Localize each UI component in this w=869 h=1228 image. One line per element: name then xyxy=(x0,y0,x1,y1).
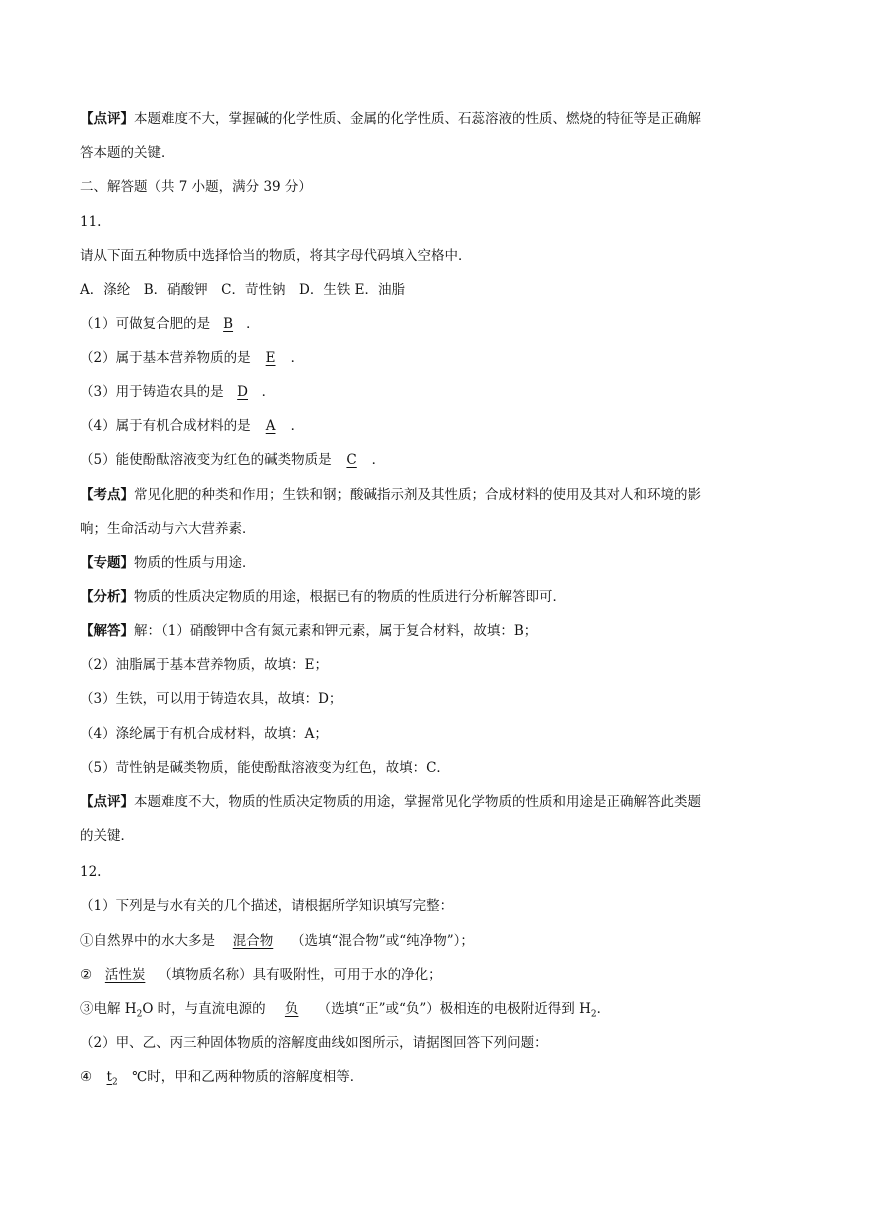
section-title: 二、解答题（共 7 小题，满分 39 分） xyxy=(80,179,312,195)
item-end: （填物质名称）具有吸附性，可用于水的净化； xyxy=(158,967,442,983)
q12-item-1 xyxy=(80,931,790,951)
q12-item-3 xyxy=(80,999,790,1019)
q12-part-2: （2）甲、乙、丙三种固体物质的溶解度曲线如图所示，请据图回答下列问题： xyxy=(80,1035,548,1051)
item-prompt: （4）属于有机合成材料的是 xyxy=(80,418,251,434)
dianping-text: 本题难度不大，物质的性质决定物质的用途，掌握常见化学物质的性质和用途是正确解答此类题 xyxy=(134,794,701,810)
q11-item-3 xyxy=(80,382,790,402)
review-text: 本题难度不大，掌握碱的化学性质、金属的化学性质、石蕊溶液的性质、燃烧的特征等是正确解 xyxy=(134,111,701,127)
q11-jieda-line-5: （5）苛性钠是碱类物质，能使酚酞溶液变为红色，故填：C． xyxy=(80,760,450,776)
kaodian-text: 常见化肥的种类和作用；生铁和钢；酸碱指示剂及其性质；合成材料的使用及其对人和环境的影 xyxy=(134,487,701,503)
answer-blank: E xyxy=(265,350,276,366)
item-period: ． xyxy=(596,1001,611,1017)
q12-item-2 xyxy=(80,965,790,985)
answer-blank xyxy=(92,1067,132,1087)
answer-text: t xyxy=(106,1069,112,1085)
item-prompt-cont: O 时，与直流电源的 xyxy=(142,1001,266,1017)
review-line-1 xyxy=(80,109,790,129)
answer-blank: 混合物 xyxy=(232,933,274,949)
dianping-tag: 【点评】 xyxy=(80,794,134,810)
subscript: 2 xyxy=(136,1009,143,1020)
zhuanti-text: 物质的性质与用途． xyxy=(134,555,256,571)
subscript: 2 xyxy=(111,1077,118,1088)
item-end: ． xyxy=(261,384,276,400)
q11-intro: 请从下面五种物质中选择恰当的物质，将其字母代码填入空格中． xyxy=(80,248,472,264)
item-end: ． xyxy=(290,418,305,434)
q12-item-4 xyxy=(80,1067,790,1087)
item-end: ． xyxy=(290,350,305,366)
q11-zhuanti xyxy=(80,553,790,573)
q11-item-1 xyxy=(80,314,790,334)
item-prompt: ①自然界中的水大多是 xyxy=(80,933,215,949)
answer-blank: 负 xyxy=(284,1001,299,1017)
zhuanti-tag: 【专题】 xyxy=(80,555,134,571)
item-prompt: （3）用于铸造农具的是 xyxy=(80,384,224,400)
kaodian-tag: 【考点】 xyxy=(80,487,134,503)
q11-jieda-line-1 xyxy=(80,621,790,641)
q11-item-2 xyxy=(80,348,790,368)
answer-blank: 活性炭 xyxy=(104,967,146,983)
q11-jieda-line-2: （2）油脂属于基本营养物质，故填：E； xyxy=(80,657,328,673)
q11-dianping-line-2: 的关键． xyxy=(80,828,134,844)
answer-blank: A xyxy=(265,418,276,434)
item-prompt: （2）属于基本营养物质的是 xyxy=(80,350,251,366)
jieda-tag: 【解答】 xyxy=(80,623,134,639)
fenxi-text: 物质的性质决定物质的用途，根据已有的物质的性质进行分析解答即可． xyxy=(134,589,566,605)
item-end: ． xyxy=(371,452,386,468)
question-number-12: 12. xyxy=(80,864,102,880)
item-end: ℃时，甲和乙两种物质的溶解度相等． xyxy=(132,1069,364,1085)
item-end: （选填“混合物”或“纯净物”）； xyxy=(291,933,474,949)
q11-jieda-line-4: （4）涤纶属于有机合成材料，故填：A； xyxy=(80,726,328,742)
item-end: （选填“正”或“负”）极相连的电极附近得到 H xyxy=(317,1001,591,1017)
answer-blank: D xyxy=(237,384,248,400)
item-end: ． xyxy=(246,316,260,332)
item-prompt: ③电解 H xyxy=(80,1001,137,1017)
review-text-cont: 答本题的关键． xyxy=(80,145,175,161)
answer-blank: B xyxy=(223,316,234,332)
item-prompt: （1）可做复合肥的是 xyxy=(80,316,211,332)
review-tag: 【点评】 xyxy=(80,111,134,127)
question-number-11: 11. xyxy=(80,214,102,230)
answer-blank: C xyxy=(346,452,357,468)
q12-part-1: （1）下列是与水有关的几个描述，请根据所学知识填写完整： xyxy=(80,898,454,914)
item-prompt: ④ xyxy=(80,1069,93,1085)
q11-jieda-line-3: （3）生铁，可以用于铸造农具，故填：D； xyxy=(80,691,343,707)
subscript: 2 xyxy=(590,1009,597,1020)
item-prompt: ② xyxy=(80,967,93,983)
review-line-2 xyxy=(80,143,790,163)
item-prompt: （5）能使酚酞溶液变为红色的碱类物质是 xyxy=(80,452,332,468)
q11-kaodian-line-2: 响；生命活动与六大营养素． xyxy=(80,521,256,537)
q11-item-5 xyxy=(80,450,790,470)
q11-dianping-line-1 xyxy=(80,792,790,812)
jieda-text: 解：（1）硝酸钾中含有氮元素和钾元素，属于复合材料，故填：B； xyxy=(134,623,538,639)
q11-fenxi xyxy=(80,587,790,607)
q11-options: A．涤纶 B．硝酸钾 C．苛性钠 D．生铁 E．油脂 xyxy=(80,282,405,298)
q11-item-4 xyxy=(80,416,790,436)
fenxi-tag: 【分析】 xyxy=(80,589,134,605)
q11-kaodian-line-1 xyxy=(80,485,790,505)
